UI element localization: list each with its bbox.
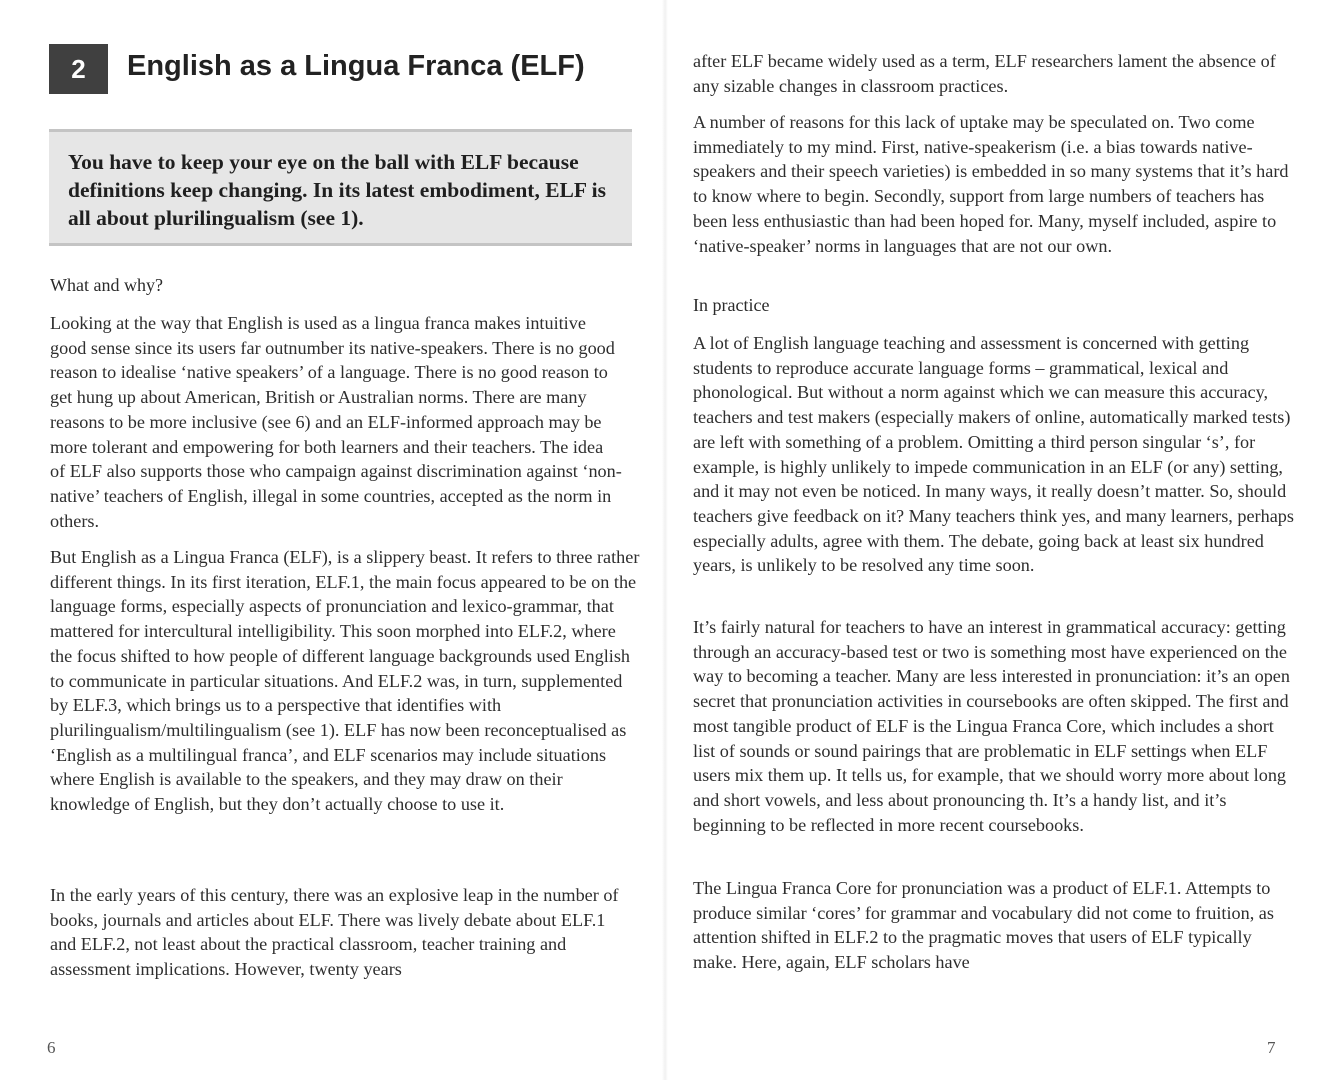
callout-text: You have to keep your eye on the ball with ELF because definitions keep changing. In its latest embodiment, ELF is all about plurilingualism (see 1). [68,150,606,230]
page-number-right: 7 [1267,1038,1276,1057]
body-paragraph: Looking at the way that English is used as a lingua franca makes intuitive good sense since its users far outnumber its native-speakers. There is no good reason to idealise ‘native speakers’ of a language. There is no good reason to get hung up about American, British or Australian norms. There are many reasons to be more inclusive (see 6) and an ELF-informed approach may be more tolerant and empowering for both learners and their teachers. The idea of ELF also supports those who campaign against discrimination against ‘non-native’ teachers of English, illegal in some countries, accepted as the norm in others. [50,313,622,531]
chapter-title: English as a Lingua Franca (ELF) [127,50,585,82]
left-page [0,0,665,1080]
right-page [665,0,1331,1080]
body-paragraph: It’s fairly natural for teachers to have an interest in grammatical accuracy: getting through an accuracy-based test or two is something most have experienced on the way to becoming a teacher. Many are less interested in pronunciation: it’s an open secret that pronunciation activities in coursebooks are often skipped. The first and most tangible product of ELF is the Lingua Franca Core, which includes a short list of sounds or sound pairings that are problematic in ELF settings when ELF users mix them up. It tells us, for example, that we should worry more about long and short vowels, and less about pronouncing th. It’s a handy list, and it’s beginning to be reflected in more recent coursebooks. [693,617,1290,835]
subheading-what-and-why: What and why? [50,275,163,295]
body-paragraph: The Lingua Franca Core for pronunciation was a product of ELF.1. Attempts to produce similar ‘cores’ for grammar and vocabulary did not come to fruition, as attention shifted in ELF.2 to the pragmatic moves that users of ELF typically make. Here, again, ELF scholars have [693,878,1274,973]
chapter-number-badge: 2 [49,44,108,94]
body-paragraph: after ELF became widely used as a term, ELF researchers lament the absence of any sizable changes in classroom practices. [693,51,1276,96]
summary-callout-box [49,129,632,246]
body-paragraph: A lot of English language teaching and assessment is concerned with getting students to reproduce accurate language forms – grammatical, lexical and phonological. But without a norm against which we can measure this accuracy, teachers and test makers (especially makers of online, automatically marked tests) are left with something of a problem. Omitting a third person singular ‘s’, for example, is highly unlikely to impede communication in an ELF (or any) setting, and it may not even be noticed. In many ways, it really doesn’t matter. So, should teachers give feedback on it? Many teachers think yes, and many learners, perhaps especially adults, agree with them. The debate, going back at least six hundred years, is unlikely to be resolved any time soon. [693,333,1294,576]
body-paragraph: A number of reasons for this lack of uptake may be speculated on. Two come immediately to my mind. First, native-speakerism (i.e. a bias towards native-speakers and their speech varieties) is embedded in so many systems that it’s hard to know where to begin. Secondly, support from large numbers of teachers has been less enthusiastic than had been hoped for. Many, myself included, aspire to ‘native-speaker’ norms in languages that are not our own. [693,112,1289,256]
subheading-in-practice: In practice [693,295,770,315]
page-number-left: 6 [47,1038,56,1057]
body-paragraph: In the early years of this century, there was an explosive leap in the number of books, journals and articles about ELF. There was lively debate about ELF.1 and ELF.2, not least about the practical classroom, teacher training and assessment implications. However, twenty years [50,885,619,980]
body-paragraph: But English as a Lingua Franca (ELF), is a slippery beast. It refers to three rather different things. In its first iteration, ELF.1, the main focus appeared to be on the language forms, especially aspects of pronunciation and lexico-grammar, that mattered for intercultural intelligibility. This soon morphed into ELF.2, where the focus shifted to how people of different language backgrounds used English to communicate in particular situations. And ELF.2 was, in turn, supplemented by ELF.3, which brings us to a perspective that identifies with plurilingualism/multilingualism (see 1). ELF has now been reconceptualised as ‘English as a multilingual franca’, and ELF scenarios may include situations where English is available to the speakers, and they may draw on their knowledge of English, but they don’t actually choose to use it. [50,547,640,815]
